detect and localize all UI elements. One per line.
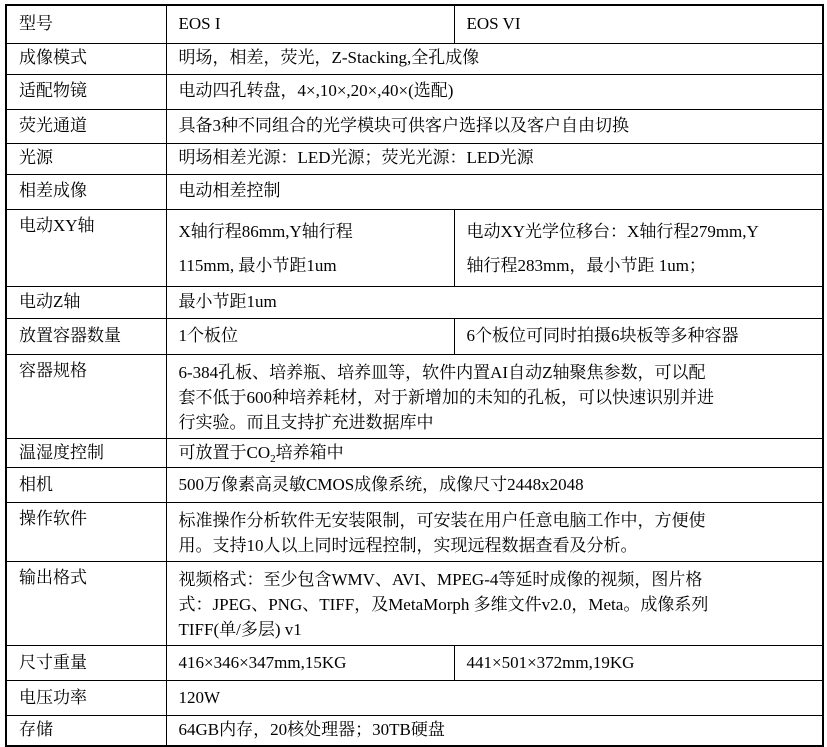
row-label: 光源 [6, 143, 166, 174]
table-row-phase-contrast [6, 174, 823, 209]
cell-text-line: 视频格式：至少包含WMV、AVI、MPEG-4等延时成像的视频，图片格 [178, 569, 703, 589]
row-label: 适配物镜 [6, 74, 166, 109]
row-label: 存储 [6, 715, 166, 746]
cell-text-line: 115mm, 最小节距1um [178, 255, 337, 275]
spec-cell: 电动相差控制 [166, 174, 823, 209]
table-row-storage [6, 715, 823, 746]
spec-cell-eos1 [166, 209, 454, 286]
spec-table [5, 4, 824, 747]
cell-text-line: 套不低于600种培养耗材，对于新增加的未知的孔板，可以快速识别并进 [178, 387, 714, 407]
cell-text-line: 行实验。而且支持扩充进数据库中 [178, 412, 434, 432]
cell-text-line: TIFF(单/多层) v1 [178, 619, 302, 639]
row-label: 电压功率 [6, 680, 166, 715]
row-label: 操作软件 [6, 502, 166, 561]
cell-text-line: X轴行程86mm,Y轴行程 [178, 221, 353, 241]
cell-text-line: 电动XY光学位移台：X轴行程279mm,Y [466, 221, 759, 241]
spec-cell-eos6: EOS VI [454, 5, 823, 43]
spec-cell [166, 502, 823, 561]
table-row-camera [6, 467, 823, 502]
table-row-software [6, 502, 823, 561]
row-label: 尺寸重量 [6, 645, 166, 680]
spec-cell: 120W [166, 680, 823, 715]
row-label: 放置容器数量 [6, 318, 166, 354]
row-label: 电动Z轴 [6, 286, 166, 318]
row-label: 荧光通道 [6, 109, 166, 143]
cell-text-line: 用。支持10人以上同时远程控制，实现远程数据查看及分析。 [178, 535, 638, 555]
row-label: 型号 [6, 5, 166, 43]
row-label: 成像模式 [6, 43, 166, 74]
table-row-imaging-mode [6, 43, 823, 74]
spec-cell: 具备3种不同组合的光学模块可供客户选择以及客户自由切换 [166, 109, 823, 143]
spec-cell-eos1: EOS I [166, 5, 454, 43]
spec-cell-eos6 [454, 209, 823, 286]
table-row-container-count [6, 318, 823, 354]
spec-cell-eos1: 1个板位 [166, 318, 454, 354]
cell-text-part: 培养箱中 [275, 442, 344, 462]
row-label: 相机 [6, 467, 166, 502]
spec-cell: 明场，相差，荧光，Z-Stacking,全孔成像 [166, 43, 823, 74]
table-row-model [6, 5, 823, 43]
spec-cell-eos6: 6个板位可同时拍摄6块板等多种容器 [454, 318, 823, 354]
spec-cell: 明场相差光源：LED光源；荧光光源：LED光源 [166, 143, 823, 174]
cell-text-line: 轴行程283mm，最小节距 1um； [466, 255, 706, 275]
table-row-temp-humidity [6, 438, 823, 467]
spec-cell [166, 354, 823, 438]
row-label: 容器规格 [6, 354, 166, 438]
table-row-xy-axis [6, 209, 823, 286]
spec-cell: 电动四孔转盘，4×,10×,20×,40×(选配) [166, 74, 823, 109]
spec-cell: 500万像素高灵敏CMOS成像系统，成像尺寸2448x2048 [166, 467, 823, 502]
cell-text-part: 可放置于CO [178, 442, 271, 462]
co2-subscript: 2 [270, 452, 276, 465]
table-row-objectives [6, 74, 823, 109]
row-label: 电动XY轴 [6, 209, 166, 286]
table-row-voltage-power [6, 680, 823, 715]
table-row-size-weight [6, 645, 823, 680]
spec-cell: 64GB内存，20核处理器；30TB硬盘 [166, 715, 823, 746]
row-label: 温湿度控制 [6, 438, 166, 467]
cell-text-line: 6-384孔板、培养瓶、培养皿等，软件内置AI自动Z轴聚焦参数，可以配 [178, 362, 706, 382]
row-label: 相差成像 [6, 174, 166, 209]
table-row-container-spec [6, 354, 823, 438]
table-row-z-axis [6, 286, 823, 318]
row-label: 输出格式 [6, 561, 166, 645]
table-row-light-source [6, 143, 823, 174]
cell-text-line: 标准操作分析软件无安装限制，可安装在用户任意电脑工作中，方便使 [178, 510, 706, 530]
spec-cell: 最小节距1um [166, 286, 823, 318]
table-row-fluorescence-channels [6, 109, 823, 143]
cell-text-line: 式：JPEG、PNG、TIFF，及MetaMorph 多维文件v2.0，Meta。成像系列 [178, 594, 709, 614]
spec-cell-eos6: 441×501×372mm,19KG [454, 645, 823, 680]
spec-cell [166, 561, 823, 645]
spec-cell-eos1: 416×346×347mm,15KG [166, 645, 454, 680]
spec-cell [166, 438, 823, 467]
table-row-output-format [6, 561, 823, 645]
